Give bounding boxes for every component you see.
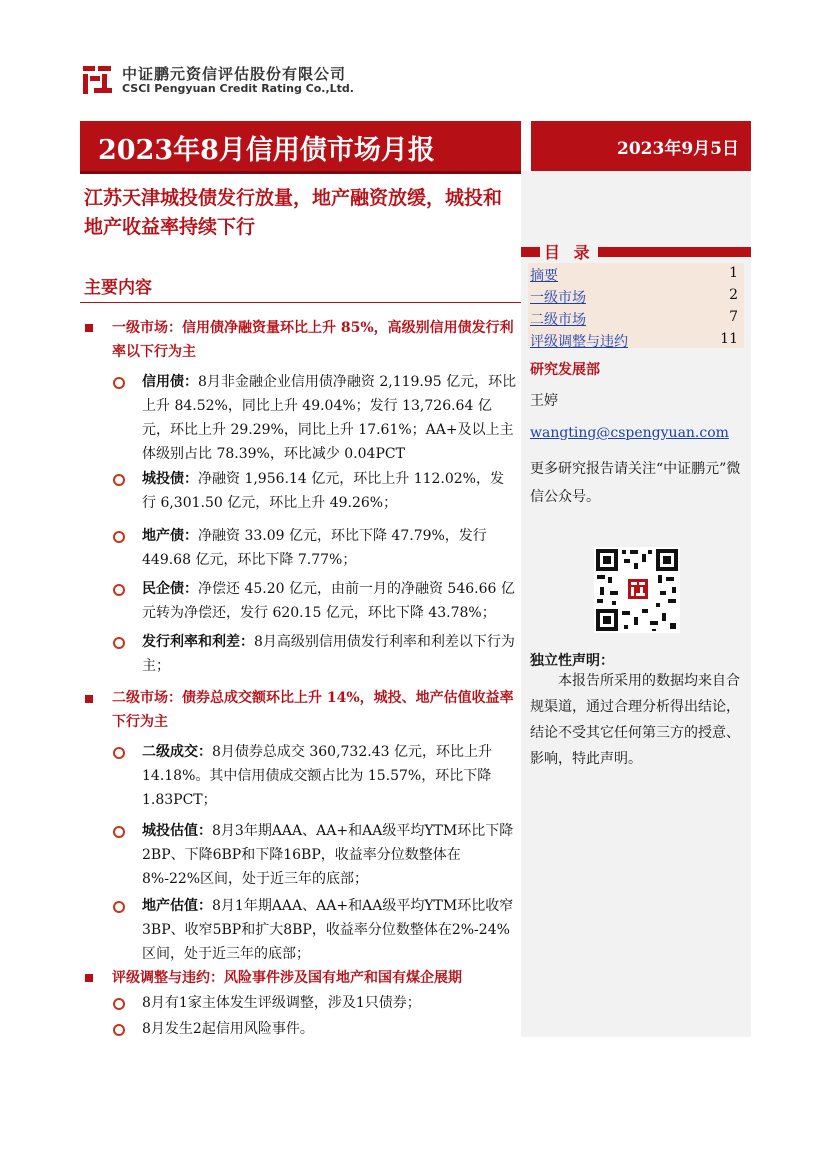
item-text: 8月非金融企业信用债净融资 2,119.95 亿元，环比上升 84.52%，同比上升 49.04%；发行 13,726.64 亿元，环比上升 29.29%，同比上升 17.61%；AA+及以上主体级别占比 78.39%，环比减少 0.04PCT [142,374,517,462]
company-logo-icon [80,62,114,96]
item-label: 发行利率和利差： [142,634,254,650]
qr-code-icon [594,547,680,633]
toc-link[interactable]: 评级调整与违约 [530,334,628,350]
section-title: 主要内容 [84,278,152,298]
ring-bullet-icon [113,826,125,838]
company-name-cn: 中证鹏元资信评估股份有限公司 [122,65,347,83]
item-text: 8月有1家主体发生评级调整，涉及1只债券； [142,995,421,1011]
author: 王婷 [530,393,558,409]
list-item [142,524,517,572]
ring-bullet-icon [113,998,125,1010]
item-label: 信用债： [142,374,198,390]
item-label: 民企债： [142,581,198,597]
item-label: 城投估值： [142,823,212,839]
item-text: 净融资 1,956.14 亿元，环比上升 112.02%，发行 6,301.50 亿元，环比上升 49.26%； [142,471,504,511]
toc-link[interactable]: 一级市场 [530,290,586,306]
department: 研究发展部 [530,362,600,378]
item-text: 8月发生2起信用风险事件。 [142,1021,314,1037]
list-item [142,991,517,1015]
toc-page: 2 [729,287,738,303]
independence-title: 独立性声明： [530,653,614,669]
square-bullet-icon [85,695,93,703]
report-title: 2023年8月信用债市场月报 [98,135,435,166]
list-item [142,1017,517,1041]
category-secondary-market: 二级市场：债券总成交额环比上升 14%，城投、地产估值收益率下行为主 [112,690,514,730]
list-item [142,467,517,515]
item-label: 二级成交： [142,744,212,760]
ring-bullet-icon [113,901,125,913]
list-item [142,370,517,466]
item-text: 净偿还 45.20 亿元，由前一月的净融资 546.66 亿元转为净偿还，发行 620.15 亿元，环比下降 43.78%； [142,581,515,621]
ring-bullet-icon [113,474,125,486]
item-text: 净融资 33.09 亿元，环比下降 47.79%，发行 449.68 亿元，环比下降 7.77%； [142,528,487,568]
toc-page: 11 [720,331,738,347]
square-bullet-icon [85,974,93,982]
category-primary-market: 一级市场：信用债净融资量环比上升 85%，高级别信用债发行利率以下行为主 [112,320,514,360]
toc-item-summary[interactable] [528,265,744,286]
section-divider [80,302,521,303]
ring-bullet-icon [113,531,125,543]
item-text: 8月高级别信用债发行利率和利差以下行为主； [142,634,515,674]
item-text: 8月3年期AAA、AA+和AA级平均YTM环比下降2BP、下降6BP和下降16BP，收益率分位数整体在8%-22%区间，处于近三年的底部； [142,823,514,887]
ring-bullet-icon [113,584,125,596]
toc-link[interactable]: 摘要 [530,268,558,284]
list-item [142,630,517,678]
report-title-bar [80,121,521,171]
item-label: 城投债： [142,471,198,487]
list-item [142,740,517,812]
category-rating-default: 评级调整与违约：风险事件涉及国有地产和国有煤企展期 [112,970,462,986]
item-text: 8月1年期AAA、AA+和AA级平均YTM环比收窄3BP、收窄5BP和扩大8BP，收益率分位数整体在2%-24%区间，处于近三年的底部； [142,898,514,962]
toc-item-secondary-market[interactable] [528,309,744,330]
headline: 江苏天津城投债发行放量，地产融资放缓，城投和地产收益率持续下行 [84,187,503,238]
report-date: 2023年9月5日 [617,139,739,159]
toc-page: 7 [729,309,738,325]
follow-note: 更多研究报告请关注“中证鹏元”微信公众号。 [530,461,741,505]
list-item [142,819,517,891]
item-label: 地产估值： [142,898,212,914]
company-name-en: CSCI Pengyuan Credit Rating Co.,Ltd. [122,82,354,95]
list-item [142,577,517,625]
toc-page: 1 [729,265,738,281]
independence-text: 本报告所采用的数据均来自合规渠道，通过合理分析得出结论，结论不受其它任何第三方的授意、影响，特此声明。 [530,673,740,767]
report-date-bar [531,121,751,171]
toc-item-rating-default[interactable] [528,331,744,352]
toc-link[interactable]: 二级市场 [530,312,586,328]
item-text: 8月债券总成交 360,732.43 亿元，环比上升 14.18%。其中信用债成交额占比为 15.57%，环比下降 1.83PCT； [142,744,492,808]
toc-title: 目 录 [540,240,598,263]
author-email-link[interactable]: wangting@cspengyuan.com [530,425,729,441]
toc-item-primary-market[interactable] [528,287,744,308]
item-label: 地产债： [142,528,198,544]
ring-bullet-icon [113,747,125,759]
list-item [142,894,517,966]
square-bullet-icon [85,324,93,332]
ring-bullet-icon [113,377,125,389]
ring-bullet-icon [113,637,125,649]
ring-bullet-icon [113,1024,125,1036]
title-underline [80,171,521,174]
